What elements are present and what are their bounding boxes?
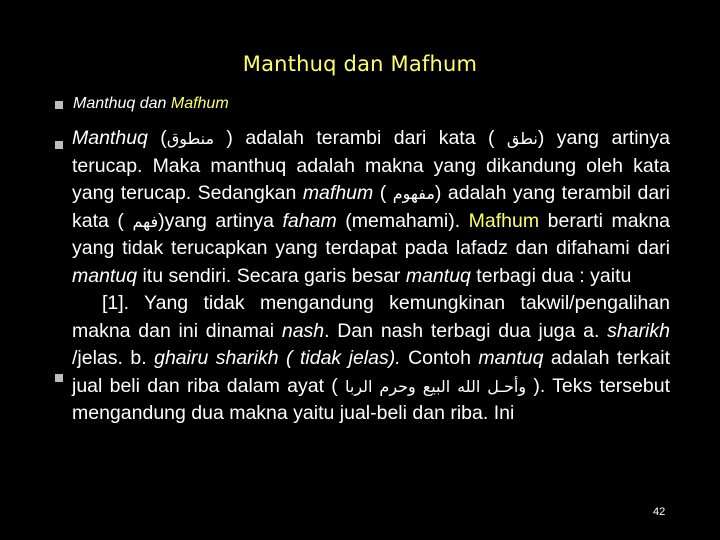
- text-run: Contoh: [400, 347, 479, 369]
- term-mafhum-highlight: Mafhum: [468, 209, 540, 232]
- text-run: /jelas. b.: [72, 347, 155, 369]
- text-run: ) adalah terambi dari kata (: [214, 127, 507, 149]
- bullet-line-1-text: Manthuq dan: [73, 95, 171, 112]
- term-mafhum: mafhum: [302, 182, 374, 204]
- text-run: [1]. Yang tidak mengandung kemungkinan takwil/pengalihan makna dan ini dinamai: [72, 292, 670, 342]
- bullet-line-1: [73, 95, 229, 113]
- arabic-fahima: فهم: [132, 211, 159, 231]
- term-mantuq: mantuq: [478, 347, 544, 369]
- paragraph-nash: [72, 290, 670, 428]
- slide-body: [72, 125, 670, 428]
- slide-title: Manthuq dan Mafhum: [242, 52, 478, 76]
- text-run: (: [147, 127, 167, 149]
- arabic-manthuq: منطوق: [166, 129, 215, 148]
- paragraph-manthuq-mafhum: [72, 125, 670, 290]
- text-run: berarti makna yang tidak terucapkan yang terdapat pada lafadz dan difahami dari: [72, 209, 670, 259]
- text-run: ) yang artinya terucap. Maka manthuq adalah makna yang dikandung oleh kata yang terucap. Sedangkan: [72, 127, 670, 204]
- arabic-mafhum: مفهوم: [392, 184, 435, 203]
- bullet-line-1-highlight: Mafhum: [170, 95, 229, 112]
- bullet-marker: [55, 141, 63, 149]
- text-run: ). Teks tersebut mengandung dua makna yaitu jual-beli dan riba. Ini: [72, 374, 670, 424]
- bullet-marker: [55, 101, 63, 109]
- term-nash: nash: [281, 319, 325, 342]
- term-sharikh: sharikh: [607, 319, 670, 342]
- text-run: )yang artinya: [158, 209, 283, 232]
- text-run: (memahami).: [336, 209, 469, 232]
- text-run: adalah terkait jual beli dan riba dalam ayat (: [72, 347, 670, 397]
- term-mantuq: mantuq: [72, 264, 138, 287]
- term-mantuq: mantuq: [405, 264, 471, 287]
- bullet-marker: [55, 374, 63, 382]
- arabic-nataqa: نطق: [506, 129, 538, 148]
- page-number: 42: [653, 506, 666, 518]
- term-manthuq: Manthuq: [72, 127, 148, 149]
- text-run: terbagi dua : yaitu: [470, 264, 632, 287]
- term-ghairu-sharikh: ghairu sharikh ( tidak jelas).: [154, 347, 401, 369]
- text-run: ) adalah yang terambil dari kata (: [72, 182, 670, 232]
- text-run: . Dan nash terbagi dua juga a.: [324, 319, 608, 342]
- text-run: (: [373, 182, 393, 204]
- arabic-verse: وأحـل الله البيع وحرم الربا: [345, 376, 527, 396]
- text-run: itu sendiri. Secara garis besar: [137, 264, 406, 287]
- term-faham: faham: [282, 209, 337, 232]
